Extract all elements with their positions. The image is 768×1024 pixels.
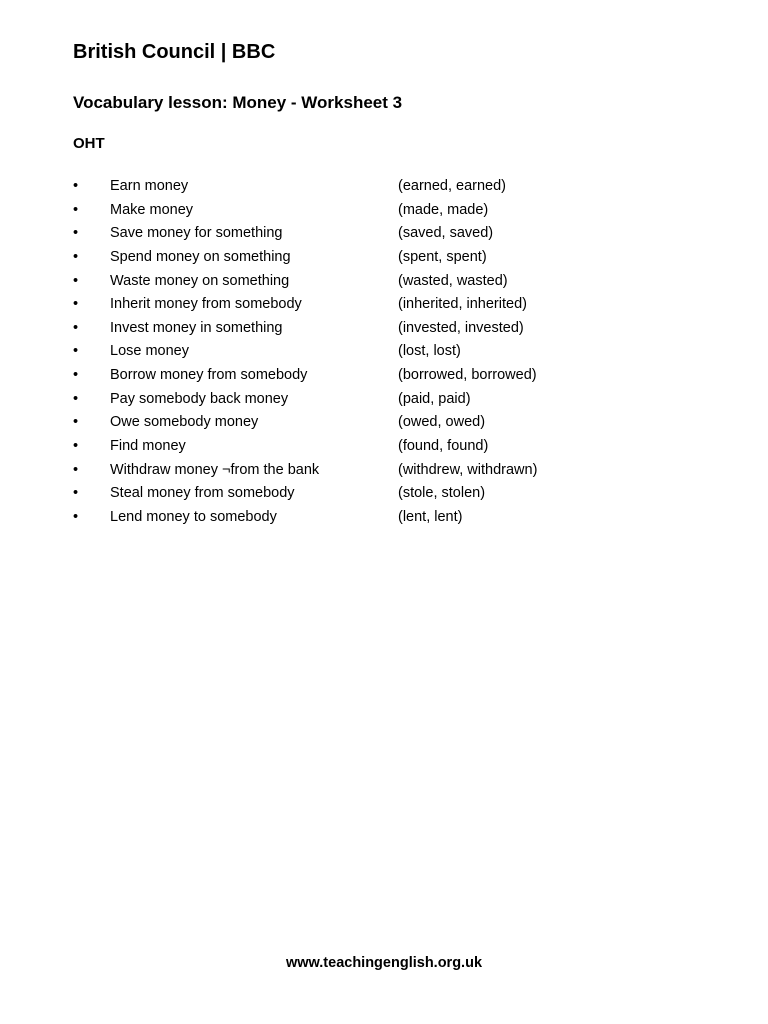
vocab-phrase: Borrow money from somebody: [110, 367, 308, 384]
list-item: [73, 436, 633, 460]
list-item: [73, 507, 633, 531]
section-label-oht: OHT: [73, 135, 105, 152]
vocabulary-list: [73, 176, 633, 531]
list-item: [73, 271, 633, 295]
vocab-phrase: Save money for something: [110, 225, 283, 242]
vocab-phrase: Waste money on something: [110, 272, 290, 289]
footer-website-link[interactable]: www.teachingenglish.org.uk: [285, 955, 483, 971]
vocab-phrase: Spend money on something: [110, 248, 291, 265]
vocab-verb-forms: (paid, paid): [398, 390, 471, 407]
bullet-icon: •: [73, 390, 79, 407]
vocab-phrase: Pay somebody back money: [110, 390, 289, 407]
bullet-icon: •: [73, 319, 79, 336]
vocab-phrase: Owe somebody money: [110, 414, 259, 431]
list-item: [73, 389, 633, 413]
vocab-phrase: Find money: [110, 438, 186, 455]
vocab-verb-forms: (invested, invested): [398, 319, 524, 336]
list-item: [73, 460, 633, 484]
bullet-icon: •: [73, 485, 79, 502]
vocab-verb-forms: (earned, earned): [398, 178, 507, 194]
list-item: [73, 176, 633, 200]
list-item: [73, 341, 633, 365]
vocab-phrase: Lose money: [110, 343, 189, 360]
vocab-verb-forms: (borrowed, borrowed): [398, 367, 537, 384]
bullet-icon: •: [73, 343, 79, 360]
vocab-verb-forms: (withdrew, withdrawn): [398, 461, 538, 478]
vocab-phrase: Lend money to somebody: [110, 508, 277, 525]
page-header-title: British Council | BBC: [73, 41, 276, 63]
vocab-verb-forms: (owed, owed): [398, 414, 486, 431]
vocab-verb-forms: (wasted, wasted): [398, 272, 508, 289]
vocab-verb-forms: (stole, stolen): [398, 485, 486, 502]
list-item: [73, 247, 633, 271]
vocab-verb-forms: (spent, spent): [398, 248, 487, 265]
vocab-phrase: Earn money: [110, 178, 189, 194]
list-item: [73, 412, 633, 436]
list-item: [73, 200, 633, 224]
bullet-icon: •: [73, 248, 79, 265]
bullet-icon: •: [73, 508, 79, 525]
vocab-verb-forms: (lost, lost): [398, 343, 461, 360]
vocab-verb-forms: (made, made): [398, 201, 489, 218]
list-item: [73, 223, 633, 247]
vocab-phrase: Withdraw money ¬from the bank: [110, 461, 320, 478]
vocab-phrase: Inherit money from somebody: [110, 296, 302, 313]
bullet-icon: •: [73, 438, 79, 455]
bullet-icon: •: [73, 296, 79, 313]
vocab-phrase: Steal money from somebody: [110, 485, 295, 502]
list-item: [73, 365, 633, 389]
worksheet-title: Vocabulary lesson: Money - Worksheet 3: [73, 93, 403, 112]
bullet-icon: •: [73, 414, 79, 431]
bullet-icon: •: [73, 225, 79, 242]
list-item: [73, 318, 633, 342]
vocab-phrase: Make money: [110, 201, 194, 218]
vocab-phrase: Invest money in something: [110, 319, 283, 336]
bullet-icon: •: [73, 178, 79, 194]
vocab-verb-forms: (found, found): [398, 438, 489, 455]
vocab-verb-forms: (inherited, inherited): [398, 296, 527, 313]
vocab-verb-forms: (saved, saved): [398, 225, 494, 242]
bullet-icon: •: [73, 367, 79, 384]
bullet-icon: •: [73, 272, 79, 289]
bullet-icon: •: [73, 461, 79, 478]
list-item: [73, 294, 633, 318]
bullet-icon: •: [73, 201, 79, 218]
list-item: [73, 483, 633, 507]
vocab-verb-forms: (lent, lent): [398, 508, 463, 525]
